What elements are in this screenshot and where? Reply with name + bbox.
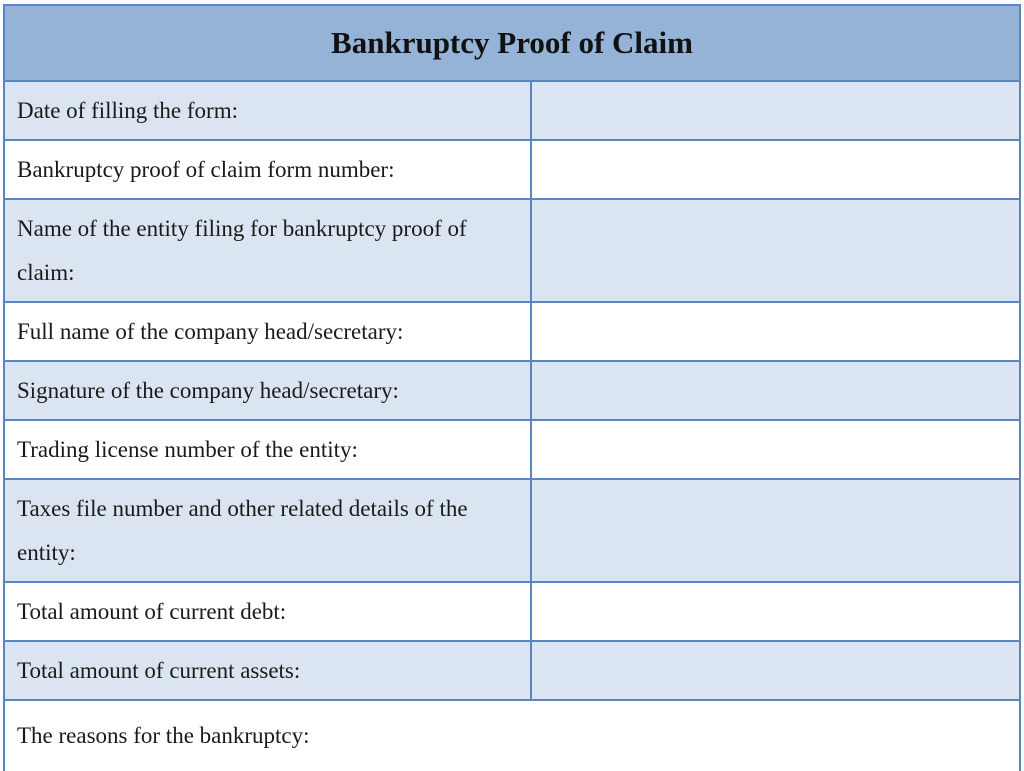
field-label-entity-name: Name of the entity filing for bankruptcy proof of claim: xyxy=(4,199,531,302)
field-value-company-head-signature[interactable] xyxy=(531,361,1020,420)
field-label-bankruptcy-reasons[interactable]: The reasons for the bankruptcy: xyxy=(4,700,1020,771)
field-value-entity-name[interactable] xyxy=(531,199,1020,302)
field-value-date-of-filing[interactable] xyxy=(531,81,1020,140)
form-row-company-head-signature xyxy=(4,361,1020,420)
field-label-current-debt: Total amount of current debt: xyxy=(4,582,531,641)
field-label-current-assets: Total amount of current assets: xyxy=(4,641,531,700)
form-row-current-debt xyxy=(4,582,1020,641)
form-row-trading-license xyxy=(4,420,1020,479)
form-row-current-assets xyxy=(4,641,1020,700)
field-label-date-of-filing: Date of filling the form: xyxy=(4,81,531,140)
field-value-company-head-name[interactable] xyxy=(531,302,1020,361)
form-row-bankruptcy-reasons xyxy=(4,700,1020,771)
field-value-current-debt[interactable] xyxy=(531,582,1020,641)
form-title: Bankruptcy Proof of Claim xyxy=(4,5,1020,81)
form-row-date-of-filing xyxy=(4,81,1020,140)
bankruptcy-proof-of-claim-form xyxy=(3,4,1021,771)
form-row-taxes-file-number xyxy=(4,479,1020,582)
form-title-row xyxy=(4,5,1020,81)
field-label-company-head-name: Full name of the company head/secretary: xyxy=(4,302,531,361)
field-value-trading-license[interactable] xyxy=(531,420,1020,479)
field-label-company-head-signature: Signature of the company head/secretary: xyxy=(4,361,531,420)
field-label-trading-license: Trading license number of the entity: xyxy=(4,420,531,479)
field-value-taxes-file-number[interactable] xyxy=(531,479,1020,582)
field-value-form-number[interactable] xyxy=(531,140,1020,199)
form-row-entity-name xyxy=(4,199,1020,302)
field-label-taxes-file-number: Taxes file number and other related details of the entity: xyxy=(4,479,531,582)
field-label-form-number: Bankruptcy proof of claim form number: xyxy=(4,140,531,199)
field-value-current-assets[interactable] xyxy=(531,641,1020,700)
form-row-form-number xyxy=(4,140,1020,199)
form-row-company-head-name xyxy=(4,302,1020,361)
